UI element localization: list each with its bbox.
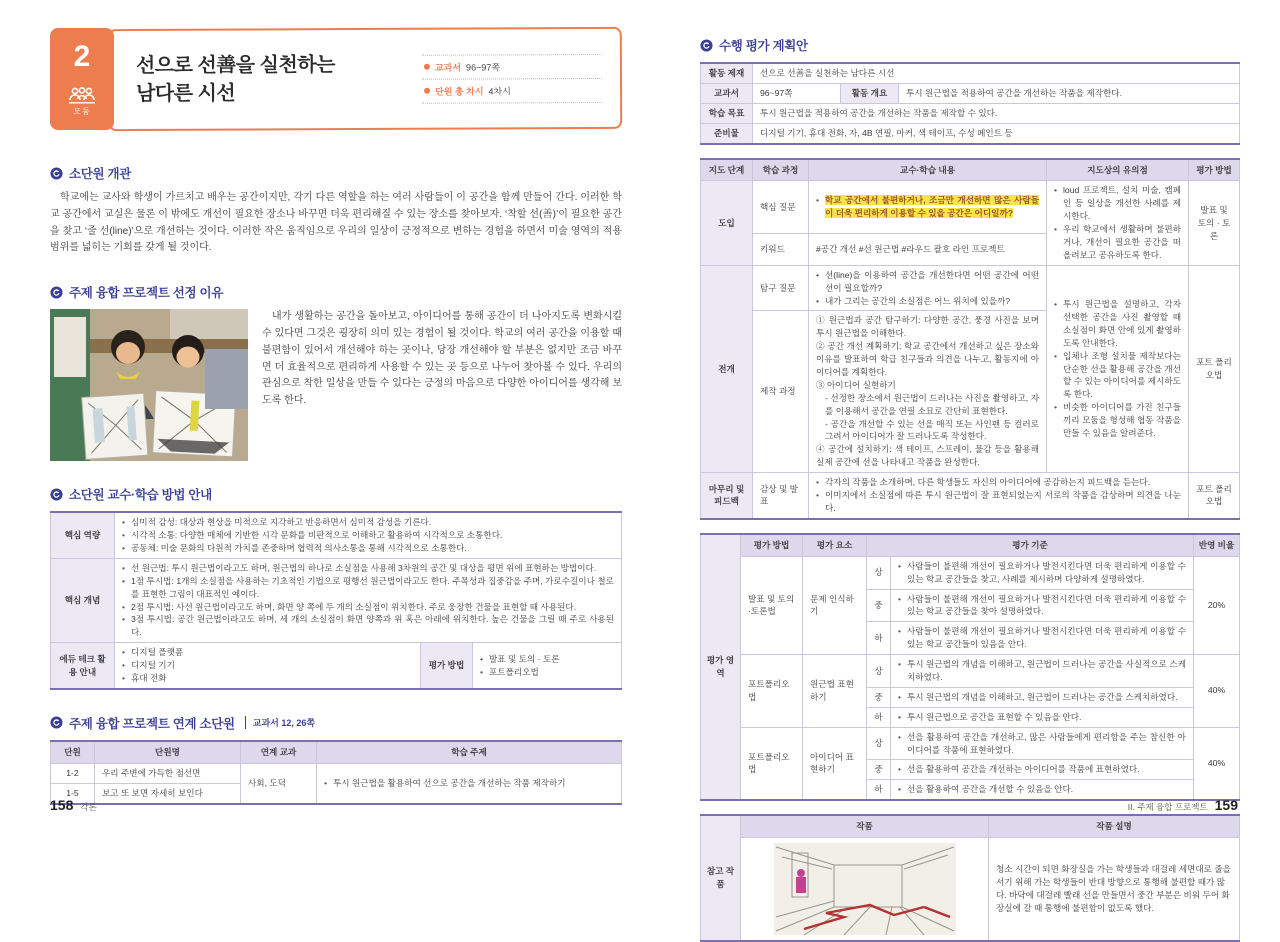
stage-label: 전개 [701,265,753,472]
overview-paragraph: 학교에는 교사와 학생이 가르치고 배우는 공간이지만, 각기 다른 역할을 하는 여러 사람들이 이 공간을 함께 만들어 간다. 이러한 학교 공간에서 교실은 물론 이 밖에도 개선이 필요한 장소나 바꾸면 더욱 편리해질 수 있는 장소를 찾아보자. ‘착할 선(善)’이 필요한 공간을 찾고 ‘줄 선(line)’으로 개선하는 것이다. 이러한 작은 움직임으로 우리의 일상이 긍정적으로 변하는 경험을 하면서 미술 영역의 적용 범위를 넓히는 기회를 갖게 될 것이다. [50,192,622,254]
grade-label: 상 [867,556,891,589]
eval-element: 문제 인식하기 [803,556,867,654]
linked-table [50,740,622,805]
criteria-text [891,707,1194,727]
col-header: 단원 [51,741,95,763]
list-item: • 입체나 조형 설치물 제작보다는 단순한 선을 활용해 공간을 개선할 수 있는 아이디어를 제시하도록 한다. [1054,350,1181,402]
unit-number: 2 [73,40,91,73]
row-label: 교과서 [701,83,753,103]
col-header: 연계 교과 [241,741,317,763]
process-step: ④ 공간에 설치하기: 색 테이프, 스프레이, 물감 등을 활용해 실제 공간에 선을 나타내고 작품을 완성한다. [816,444,1039,468]
table-row [51,643,622,689]
process-label: 키워드 [753,233,809,265]
reason-content [50,309,622,461]
row-label: 준비물 [701,123,753,143]
row-label: 학습 목표 [701,103,753,123]
unit-type-label: 모둠 [73,107,91,116]
unit-title [136,51,422,108]
table-row [701,123,1240,143]
bullet-dot-icon [424,88,430,94]
col-header: 평가 기준 [867,534,1194,556]
section-title: 주제 융합 프로젝트 연계 소단원 [69,716,235,731]
section-plan [700,36,1240,145]
eval-element: 원근법 표현하기 [803,655,867,728]
footer-left [50,797,97,813]
section-plan-heading [700,36,1240,54]
bullet-dot-icon [424,64,430,70]
list-item: • 1점 투시법: 1개의 소실점을 사용하는 기초적인 기법으로 평행선 원근법이라고도 한다. 주목성과 집중감을 주며, 가로수길이나 철로를 표현한 그림이 대표적인 예이다. [122,575,614,601]
col-header: 학습 과정 [753,159,809,181]
list-item: • 휴대 전화 [122,672,413,685]
unit-title-box [108,27,622,131]
col-header: 반영 비율 [1194,534,1240,556]
evaluation-table [700,533,1240,801]
row-value: 투시 원근법을 적용하여 공간을 개선하는 작품을 제작할 수 있다. [753,103,1240,123]
criteria-text [891,687,1194,707]
row-value: 투시 원근법을 적용하여 공간을 개선하는 작품을 제작한다. [899,83,1240,103]
list-item: • 이미지에서 소실점에 따른 투시 원근법이 잘 표현되었는지 서로의 작품을 감상하며 의견을 나눈다. [816,489,1181,515]
section-reason [50,283,622,461]
grade-label: 상 [867,655,891,688]
row-value: 96~97쪽 [753,83,841,103]
list-item: • 선을 활용하여 공간을 개선하는 아이디어를 작품에 표현하였다. [898,763,1186,776]
plan-table [700,62,1240,145]
meta-lessons-value: 4차시 [488,85,511,96]
row-label: 평가 방법 [421,643,473,689]
list-item: • 선(line)을 이용하여 공간을 개선한다면 어떤 공간에 어떤 선이 필요할까? [816,269,1039,295]
col-header: 교수·학습 내용 [809,159,1047,181]
reason-paragraph: 내가 생활하는 공간을 돌아보고, 아이디어를 통해 공간이 더 나아지도록 변화시킬 수 있다면 그것은 굉장히 의미 있는 경험이 될 것이다. 학교의 여러 공간을 이용할 때 불편함이 있어서 개선해야 하는 곳이나, 당장 개선해야 할 부분은 없지만 조금 바꾸면 더 효율적으로 편리하게 사용할 수 있는 곳 등으로 나누어 찾아볼 수 있다. 우리의 관심으로 착한 일상을 만들 수 있다는 긍정의 마음으로 다양한 아이디어를 생각해 보도록 한다. [262,311,622,407]
grade-label: 중 [867,760,891,780]
reference-artwork-image [774,843,956,935]
eval-method: 포트폴리오법 [741,727,803,800]
cell-content [809,311,1047,473]
table-row [51,512,622,558]
criteria-text [891,589,1194,622]
area-label: 평가 영역 [701,534,741,800]
section-bullet-icon [50,167,63,180]
list-item: • 공동체: 미술 문화의 다원적 가치를 존중하며 협력적 의사소통을 통해 시각적으로 소통한다. [122,542,614,555]
table-row [701,83,1240,103]
list-item: • 투시 원근법을 활용하여 선으로 공간을 개선하는 작품 제작하기 [324,777,614,790]
col-header: 평가 방법 [741,534,803,556]
page-section-label: II. 주제 융합 프로젝트 [1127,802,1208,812]
meta-textbook-label: 교과서 [434,62,462,73]
row-content [115,558,622,642]
col-header: 평가 방법 [1189,159,1240,181]
section-linked-heading [50,714,622,732]
unit-number-badge [50,28,114,130]
grade-label: 하 [867,622,891,655]
criteria-row [701,655,1240,688]
process-label: 핵심 질문 [753,181,809,233]
list-item: • 포트폴리오법 [480,666,614,679]
page-number: 159 [1214,797,1238,813]
reference-work-cell [741,838,989,942]
col-header: 지도상의 유의점 [1047,159,1189,181]
list-item: • 투시 원근법의 개념을 이해하고, 원근법이 드러나는 공간을 사실적으로 스케치하였다. [898,658,1186,684]
col-header: 지도 단계 [701,159,753,181]
process-label: 감상 및 발표 [753,473,809,519]
table-row-wrapup [701,473,1240,519]
section-method-heading [50,485,622,503]
table-row [701,838,1240,942]
eval-method: 포트폴리오법 [741,655,803,728]
meta-lessons [422,77,602,103]
process-substep: - 공간을 개선할 수 있는 선을 매직 또는 사인펜 등 컬러로 그려서 아이디어가 잘 드러나도록 작성한다. [825,418,1039,442]
ratio-value: 40% [1194,655,1240,728]
col-header: 단원명 [95,741,241,763]
group-people-icon [67,86,97,104]
ratio-value: 20% [1194,556,1240,654]
list-item [816,194,1039,220]
cell-unit-name: 보고 또 보면 자세히 보인다 [95,783,241,803]
method-table [50,511,622,690]
cell-notes [1047,181,1189,265]
table-row-intro [701,181,1240,233]
table-row [51,763,622,783]
cell-subject: 사회, 도덕 [241,763,317,803]
cell-content [809,181,1047,233]
list-item: • loud 프로젝트, 설치 미술, 캠페인 등 일상을 개선한 사례를 제시한다. [1054,184,1181,223]
cell-unit-name: 우리 주변에 가득한 점선면 [95,763,241,783]
table-row [701,103,1240,123]
page-left [50,28,622,805]
table-header-row [701,159,1240,181]
section-overview-heading [50,164,622,182]
list-item: • 투시 원근법으로 공간을 표현할 수 있음을 안다. [898,711,1186,724]
col-header: 평가 요소 [803,534,867,556]
col-header: 작품 [741,815,989,837]
cell-eval-method: 포트 폴리오법 [1189,265,1240,472]
row-label: 활동 개요 [841,83,899,103]
criteria-row [701,727,1240,760]
list-item: • 사람들이 불편해 개선이 필요하거나 발전시킨다면 더욱 편리하게 이용할 수 있는 학교 공간들이 있음을 안다. [898,625,1186,651]
meta-textbook-value: 96~97쪽 [466,61,501,73]
section-bullet-icon [700,39,713,52]
row-label: 핵심 역량 [51,512,115,558]
list-item: • 우리 학교에서 생활하며 불편하거나, 개선이 필요한 공간을 떠올려보고 공유하도록 한다. [1054,223,1181,262]
list-item: • 심미적 감성: 대상과 현상을 미적으로 지각하고 반응하면서 심미적 감성을 기른다. [122,516,614,529]
grade-label: 중 [867,687,891,707]
students-photo [50,309,248,461]
process-label: 탐구 질문 [753,265,809,311]
unit-title-line1: 선으로 선善을 실천하는 [135,54,335,77]
criteria-text [891,760,1194,780]
table-header-row [701,815,1240,837]
criteria-text [891,655,1194,688]
stage-label: 도입 [701,181,753,265]
section-title: 수행 평가 계획안 [719,39,808,53]
unit-meta [422,53,602,103]
footer-right [1128,797,1238,813]
list-item: • 사람들이 불편해 개선이 필요하거나 발전시킨다면 더욱 편리하게 이용할 수 있는 학교 공간들을 찾아 설명하였다. [898,593,1186,619]
list-item: • 내가 그리는 공간의 소실점은 어느 위치에 있을까? [816,295,1039,308]
process-step: ③ 아이디어 실현하기 [816,379,896,390]
table-row-develop [701,265,1240,311]
section-method [50,485,622,690]
unit-header [50,28,622,130]
row-label: 에듀 테크 활용 안내 [51,643,115,689]
grade-label: 하 [867,780,891,800]
grade-label: 중 [867,589,891,622]
row-content [115,643,421,689]
criteria-text [891,556,1194,589]
eval-element: 아이디어 표현하기 [803,727,867,800]
table-row [51,558,622,642]
area-label: 참고 작품 [701,815,741,941]
table-header-row [51,741,622,763]
section-reason-heading [50,283,622,301]
process-label: 제작 과정 [753,311,809,473]
cell-content [809,473,1189,519]
criteria-text [891,622,1194,655]
section-linked [50,714,622,805]
section-bullet-icon [50,286,63,299]
list-item: • 선 원근법: 투시 원근법이라고도 하며, 원근법의 하나로 소실점을 사용해 3차원의 공간 및 대상을 평면 위에 표현하는 방법이다. [122,562,614,575]
cell-unit: 1-2 [51,763,95,783]
section-title: 소단원 교수·학습 방법 안내 [69,488,212,503]
eval-method: 발표 및 토의·토론법 [741,556,803,654]
page-number: 158 [50,797,74,813]
section-note: 교과서 12, 26쪽 [245,716,315,729]
list-item: • 투시 원근법의 개념을 이해하고, 원근법이 드러나는 공간을 스케치하였다. [898,691,1186,704]
ratio-value: 40% [1194,727,1240,800]
section-overview [50,164,622,257]
list-item: • 선을 활용하여 공간을 개선할 수 있음을 안다. [898,783,1186,796]
unit-title-line2: 남다른 시선 [136,82,236,105]
list-item: • 비슷한 아이디어를 가진 친구들끼리 모둠을 형성해 협동 작품을 만들 수 있음을 알려준다. [1054,401,1181,440]
meta-textbook [422,53,602,78]
stage-label: 마무리 및 피드백 [701,473,753,519]
col-header: 학습 주제 [317,741,622,763]
row-content [115,512,622,558]
cell-topic [317,763,622,803]
process-substep: - 선정한 장소에서 원근법이 드러나는 사진을 촬영하고, 자를 이용해서 공간을 연필 소묘로 간단히 표현한다. [825,392,1039,416]
row-label: 활동 제재 [701,63,753,83]
process-step: ② 공간 개선 계획하기: 학교 공간에서 개선하고 싶은 장소와 이유를 발표하여 학급 친구들과 의견을 나누고, 활동지에 아이디어를 계획한다. [816,341,1039,378]
section-bullet-icon [50,488,63,501]
grade-label: 하 [867,707,891,727]
col-header: 작품 설명 [989,815,1240,837]
row-content [473,643,622,689]
reference-work-description: 청소 시간이 되면 화장실을 가는 학생들과 대걸레 세면대로 줄을 서기 위해 가는 학생들이 반대 방향으로 통행해 불편할 때가 많다. 바닥에 대걸레 빨래 선을 만들면서 중간 부분은 비워 두어 화장실에 갈 때 통행에 불편함이 없도록 했다. [989,838,1240,942]
list-item: • 시각적 소통: 다양한 매체에 기반한 시각 문화를 비판적으로 이해하고 활용하여 시각적으로 소통한다. [122,529,614,542]
list-item: • 3점 투시법: 공간 원근법이라고도 하며, 세 개의 소실점이 화면 양쪽과 위 혹은 아래에 위치한다. 높은 건물을 그릴 때 주로 사용된다. [122,613,614,639]
criteria-text [891,727,1194,760]
list-item: • 투시 원근법을 설명하고, 각자 선택한 공간을 사진 촬영할 때 소실점이 화면 안에 있게 촬영하도록 안내한다. [1054,298,1181,350]
row-value: 디지털 기기, 휴대 전화, 자, 4B 연필, 마커, 색 테이프, 수성 페인트 등 [753,123,1240,143]
section-bullet-icon [50,716,63,729]
page-section-label: 각론 [80,802,97,812]
highlighted-text: 학교 공간에서 불편하거나, 조금만 개선하면 많은 사람들이 더욱 편리하게 이용할 수 있을 공간은 어디일까? [825,195,1039,219]
list-item: • 디지털 기기 [122,659,413,672]
reference-work-table [700,814,1240,942]
table-row [701,63,1240,83]
cell-eval-method: 포트 폴리오법 [1189,473,1240,519]
list-item: • 각자의 작품을 소개하며, 다른 학생들도 자신의 아이디어에 공감하는지 피드백을 듣는다. [816,476,1181,489]
list-item: • 선을 활용하여 공간을 개선하고, 많은 사람들에게 편리함을 주는 참신한 아이디어를 작품에 표현하였다. [898,731,1186,757]
list-item: • 2점 투시법: 사선 원근법이라고도 하며, 화면 양 쪽에 두 개의 소실점이 위치한다. 주로 웅장한 건물을 표현할 때 사용된다. [122,601,614,614]
row-label: 핵심 개념 [51,558,115,642]
lesson-stage-table [700,158,1240,520]
cell-keywords: #공간 개선 #선 원근법 #라우드 괄호 라인 프로젝트 [809,233,1047,265]
table-header-row [701,534,1240,556]
cell-eval-method: 발표 및 토의 · 토론 [1189,181,1240,265]
process-step: ① 원근법과 공간 탐구하기: 다양한 공간, 풍경 사진을 보며 투시 원근법을 이해한다. [816,315,1039,339]
criteria-row [701,556,1240,589]
section-title: 소단원 개관 [69,167,132,181]
cell-content [809,265,1047,311]
list-item: • 디지털 플랫폼 [122,646,413,659]
grade-label: 상 [867,727,891,760]
cell-unit: 1-5 [51,783,95,803]
row-value: 선으로 선善을 실천하는 남다른 시선 [753,63,1240,83]
meta-lessons-label: 단원 총 차시 [435,85,484,97]
section-title: 주제 융합 프로젝트 선정 이유 [69,286,223,301]
list-item: • 발표 및 토의 · 토론 [480,653,614,666]
list-item: • 사람들이 불편해 개선이 필요하거나 발전시킨다면 더욱 편리하게 이용할 수 있는 학교 공간들을 찾고, 사례를 제시하며 다양하게 설명하였다. [898,560,1186,586]
cell-notes [1047,265,1189,472]
